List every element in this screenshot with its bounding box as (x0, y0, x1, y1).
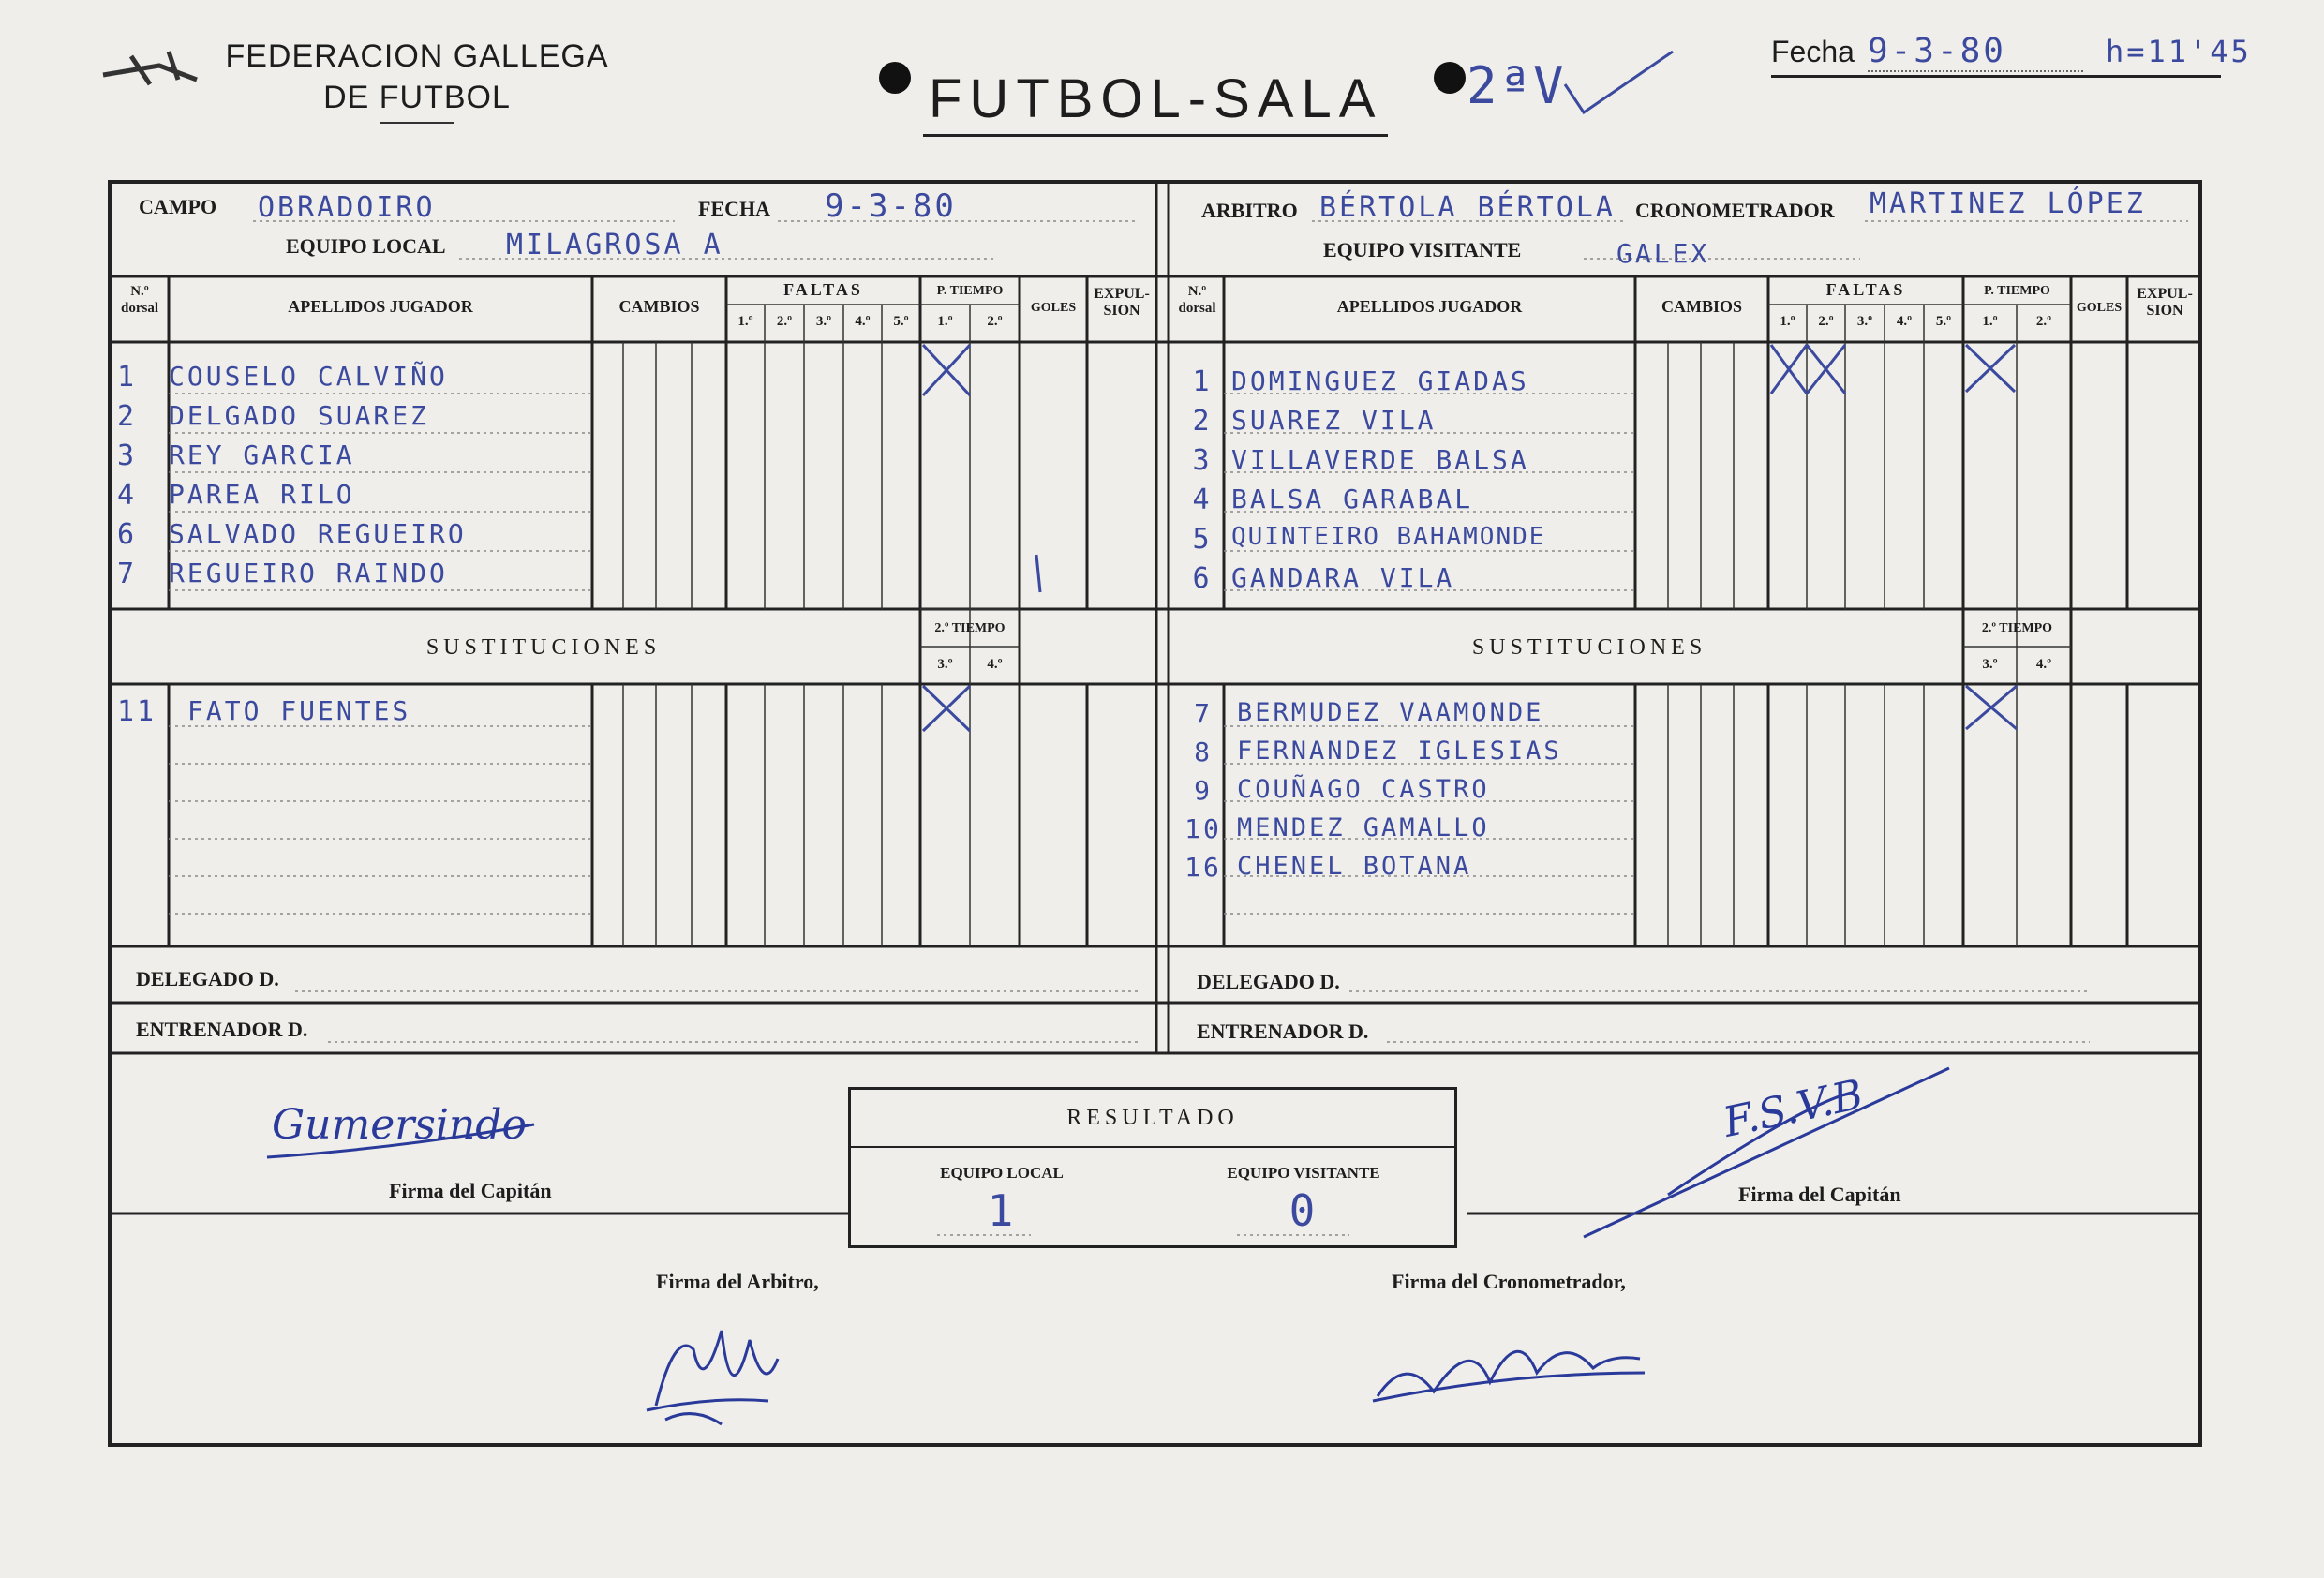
visitor-sub-list (1169, 698, 1629, 890)
player-name: REY GARCIA (169, 439, 355, 470)
player-dorsal: 4 (1192, 484, 1213, 516)
col-expulsion-right: EXPUL- SION (2137, 286, 2193, 319)
segundo-tiempo-col: 4.º (2035, 657, 2052, 672)
resultado-visitante-score: 0 (1289, 1185, 1318, 1236)
crono-sign-label: Firma del Cronometrador, (1392, 1270, 1626, 1293)
p-tiempo-col: 2.º (2035, 314, 2052, 329)
player-name: BERMUDEZ VAAMONDE (1237, 698, 1544, 727)
col-dorsal-right: N.º dorsal (1178, 284, 1216, 316)
list-item (1169, 698, 1629, 737)
col-cambios: CAMBIOS (618, 297, 700, 316)
equipo-local-label: EQUIPO LOCAL (286, 234, 446, 258)
resultado-local-label: EQUIPO LOCAL (940, 1164, 1064, 1182)
crono-signature (1368, 1317, 1649, 1420)
player-name: MENDEZ GAMALLO (1237, 813, 1490, 842)
player-name: GANDARA VILA (1231, 562, 1455, 593)
player-dorsal: 3 (1192, 444, 1213, 477)
col-cambios-right: CAMBIOS (1661, 297, 1742, 316)
resultado-visitante-label: EQUIPO VISITANTE (1227, 1164, 1380, 1182)
list-item (1169, 775, 1629, 813)
col-p-tiempo-right: P. TIEMPO (1984, 284, 2050, 298)
visitor-player-list (1173, 365, 1632, 602)
arbitro-signature (637, 1312, 787, 1434)
list-item (117, 558, 586, 597)
player-name: REGUEIRO RAINDO (169, 558, 448, 588)
player-dorsal: 7 (1194, 698, 1213, 729)
list-item (117, 361, 586, 400)
segundo-tiempo-subcols (920, 656, 1020, 673)
visitor-delegado-label: DELEGADO D. (1197, 970, 1340, 993)
resultado-local-score: 1 (987, 1185, 1017, 1236)
col-faltas-right: FALTAS (1825, 280, 1906, 299)
faltas-col: 5.º (1935, 314, 1952, 329)
local-sub-list (117, 695, 586, 733)
player-dorsal: 6 (1192, 562, 1213, 595)
faltas-col: 4.º (1896, 314, 1913, 329)
player-name: CHENEL BOTANA (1237, 852, 1472, 881)
campo-value: OBRADOIRO (258, 191, 436, 224)
player-name: QUINTEIRO BAHAMONDE (1231, 523, 1546, 551)
captain-visitor-signature (1574, 1064, 1968, 1242)
equipo-visitante-label: EQUIPO VISITANTE (1323, 238, 1522, 261)
segundo-tiempo-heading: 2.º TIEMPO (934, 621, 1006, 635)
faltas-subcols-right (1768, 313, 1963, 330)
col-faltas: FALTAS (783, 280, 863, 299)
segundo-tiempo-col: 3.º (1982, 657, 1998, 672)
fecha-label: Fecha (1771, 35, 1855, 68)
sustituciones-heading-right: SUSTITUCIONES (1471, 635, 1707, 660)
arbitro-sign-label: Firma del Arbitro, (656, 1270, 819, 1293)
player-name: FERNANDEZ IGLESIAS (1237, 737, 1562, 766)
cronometrador-value: MARTINEZ LÓPEZ (1870, 187, 2146, 220)
resultado-title: RESULTADO (851, 1090, 1454, 1148)
signature-text: F.S.V.B (1719, 1070, 1868, 1147)
p-tiempo-subcols (920, 313, 1020, 330)
list-item (117, 439, 586, 479)
player-dorsal: 3 (117, 439, 138, 472)
segundo-tiempo-heading-right: 2.º TIEMPO (1981, 621, 2053, 635)
col-p-tiempo: P. TIEMPO (936, 284, 1004, 298)
segundo-tiempo-col: 4.º (987, 657, 1003, 672)
player-name: PAREA RILO (169, 479, 355, 510)
player-dorsal: 5 (1192, 523, 1213, 556)
capitan-visitor-label: Firma del Capitán (1738, 1183, 1901, 1206)
faltas-col: 4.º (855, 314, 871, 329)
player-dorsal: 8 (1194, 737, 1213, 767)
faltas-col: 3.º (1856, 314, 1873, 329)
fecha-value: 9-3-80 (1868, 32, 2083, 72)
p-tiempo-col: 2.º (987, 314, 1003, 329)
player-dorsal: 7 (117, 558, 138, 590)
segundo-tiempo-col: 3.º (937, 657, 953, 672)
local-fecha-value: 9-3-80 (825, 187, 957, 225)
player-dorsal: 2 (117, 400, 138, 433)
player-dorsal: 9 (1194, 775, 1213, 806)
player-dorsal: 1 (117, 361, 138, 394)
hora-value: h=11'45 (2105, 34, 2252, 69)
player-dorsal: 11 (117, 695, 157, 728)
equipo-visitante-value: GALEX (1616, 238, 1710, 269)
player-name: BALSA GARABAL (1231, 484, 1474, 514)
player-name: COUÑAGO CASTRO (1237, 775, 1490, 804)
list-item (1169, 737, 1629, 775)
player-name: FATO FUENTES (187, 695, 411, 726)
p-tiempo-col: 1.º (937, 314, 953, 329)
col-goles: GOLES (1030, 301, 1077, 315)
local-delegado-label: DELEGADO D. (136, 967, 279, 990)
captain-local-signature (262, 1082, 544, 1176)
list-item (1169, 852, 1629, 890)
local-fecha-label: FECHA (698, 197, 770, 220)
list-item (117, 518, 586, 558)
cronometrador-label: CRONOMETRADOR (1635, 199, 1835, 222)
list-item (117, 479, 586, 518)
list-item (1173, 523, 1632, 562)
player-name: VILLAVERDE BALSA (1231, 444, 1529, 475)
faltas-col: 2.º (776, 314, 793, 329)
page-title: FUTBOL-SALA (923, 67, 1388, 137)
campo-label: CAMPO (139, 195, 217, 218)
faltas-col: 1.º (737, 314, 753, 329)
col-expulsion: EXPUL- SION (1094, 286, 1150, 319)
p-tiempo-subcols-right (1963, 313, 2071, 330)
list-item (1169, 813, 1629, 852)
faltas-subcols (726, 313, 920, 330)
faltas-col: 5.º (893, 314, 909, 329)
player-dorsal: 1 (1192, 365, 1213, 398)
list-item (117, 400, 586, 439)
faltas-col: 2.º (1818, 314, 1834, 329)
faltas-col: 1.º (1780, 314, 1795, 329)
list-item (1173, 365, 1632, 405)
title-annotation: 2ªV (1467, 56, 1567, 115)
player-dorsal: 10 (1184, 813, 1222, 844)
visitor-entrenador-label: ENTRENADOR D. (1197, 1020, 1369, 1043)
col-goles-right: GOLES (2076, 301, 2123, 315)
list-item (117, 695, 586, 733)
resultado-box (848, 1087, 1457, 1248)
list-item (1173, 484, 1632, 523)
segundo-tiempo-subcols-right (1963, 656, 2071, 673)
player-name: DELGADO SUAREZ (169, 400, 430, 431)
local-player-list (117, 361, 586, 597)
list-item (1173, 405, 1632, 444)
signature-text: Gumersindo (272, 1101, 527, 1149)
player-name: SUAREZ VILA (1231, 405, 1437, 436)
col-apellidos: APELLIDOS JUGADOR (288, 297, 473, 316)
player-name: COUSELO CALVIÑO (169, 361, 448, 392)
list-item (1173, 562, 1632, 602)
player-dorsal: 2 (1192, 405, 1213, 438)
arbitro-value: BÉRTOLA BÉRTOLA (1319, 191, 1616, 224)
col-dorsal: N.º dorsal (120, 284, 158, 316)
capitan-local-label: Firma del Capitán (389, 1179, 552, 1202)
player-dorsal: 6 (117, 518, 138, 551)
org-line2: DE FUTBOL (323, 80, 511, 115)
col-apellidos-right: APELLIDOS JUGADOR (1336, 297, 1523, 316)
player-dorsal: 4 (117, 479, 138, 512)
equipo-local-value: MILAGROSA A (506, 229, 723, 261)
local-entrenador-label: ENTRENADOR D. (136, 1018, 308, 1041)
player-name: SALVADO REGUEIRO (169, 518, 467, 549)
org-line1: FEDERACION GALLEGA (225, 38, 609, 74)
faltas-col: 3.º (815, 314, 832, 329)
player-name: DOMINGUEZ GIADAS (1231, 365, 1529, 396)
arbitro-label: ARBITRO (1201, 199, 1298, 222)
player-dorsal: 16 (1184, 852, 1222, 883)
list-item (1173, 444, 1632, 484)
sustituciones-heading: SUSTITUCIONES (425, 635, 662, 660)
p-tiempo-col: 1.º (1982, 314, 1998, 329)
